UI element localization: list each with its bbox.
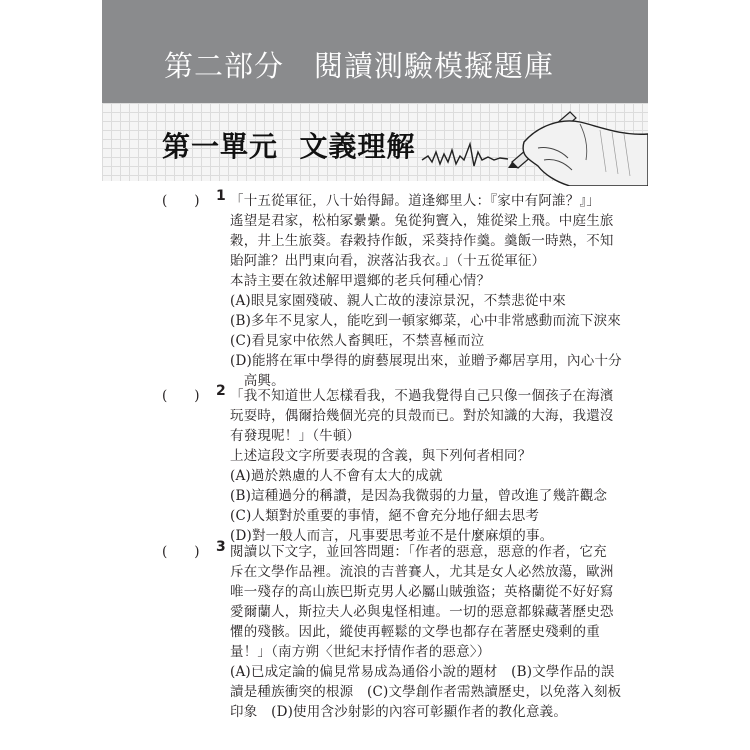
question-number: 3: [216, 539, 226, 555]
answer-blank: ( ): [162, 193, 200, 209]
question-prompt: 本詩主要在敘述解甲還鄉的老兵何種心情？: [230, 273, 491, 289]
question-text-line: 遙望是君家，松柏冢纍纍。兔從狗竇入，雉從梁上飛。中庭生旅: [230, 213, 614, 229]
question-text-line: 量！」（南方朔〈世紀末抒情作者的惡意〉）: [230, 644, 491, 660]
answer-blank: ( ): [162, 544, 200, 560]
option-d: (D)能將在軍中學得的廚藝展現出來，並贈予鄰居享用，內心十分: [230, 353, 622, 369]
option-d: (D)對一般人而言，凡事要思考並不是什麼麻煩的事。: [230, 528, 554, 544]
question-text-line: 有發現呢！」（牛頓）: [230, 428, 361, 444]
option-c: (C)看見家中依然人畜興旺，不禁喜極而泣: [230, 333, 485, 349]
part-banner: [102, 0, 648, 103]
question-text-line: 穀，井上生旅葵。舂穀持作飯，采葵持作羹。羹飯一時熟，不知: [230, 233, 614, 249]
option-c: (C)人類對於重要的事情，絕不會充分地仔細去思考: [230, 508, 540, 524]
question-number: 1: [216, 188, 226, 204]
options-line: 讀是種族衝突的根源 (C)文學創作者需熟讀歷史，以免落入刻板: [230, 684, 622, 700]
option-d-continued: 高興。: [230, 373, 285, 389]
option-b: (B)多年不見家人，能吃到一頓家鄉菜，心中非常感動而流下淚來: [230, 313, 621, 329]
question-text-line: 玩耍時，偶爾拾幾個光亮的貝殼而已。對於知識的大海，我還沒: [230, 408, 614, 424]
question-number: 2: [216, 383, 226, 399]
question-text-line: 斥在文學作品裡。流浪的吉普賽人，尤其是女人必然放蕩，歐洲: [230, 564, 614, 580]
writing-hand-illustration: [420, 102, 648, 186]
options-line: 印象 (D)使用含沙射影的內容可彰顯作者的教化意義。: [230, 704, 568, 720]
part-title: 第二部分 閱讀測驗模擬題庫: [164, 49, 555, 83]
question-text-line: 「十五從軍征，八十始得歸。道逢鄉里人：『家中有阿誰？』」: [230, 193, 601, 209]
question-text-line: 「我不知道世人怎樣看我，不過我覺得自己只像一個孩子在海濱: [230, 388, 614, 404]
options-line: (A)已成定論的偏見常易成為通俗小說的題材 (B)文學作品的誤: [230, 664, 615, 680]
question-text-line: 懼的殘骸。因此，縱使再輕鬆的文學也都存在著歷史殘剩的重: [230, 624, 600, 640]
question-text-line: 愛爾蘭人，斯拉夫人必與鬼怪相連。一切的惡意都躲藏著歷史恐: [230, 604, 614, 620]
question-text-line: 閱讀以下文字，並回答問題：「作者的惡意，惡意的作者，它充: [230, 544, 607, 560]
question-prompt: 上述這段文字所要表現的含義，與下列何者相同？: [230, 448, 532, 464]
option-a: (A)過於熟慮的人不會有太大的成就: [230, 468, 443, 484]
question-text-line: 唯一殘存的高山族巴斯克男人必屬山賊強盜；英格蘭從不好好寫: [230, 584, 614, 600]
option-b: (B)這種過分的稱讚，是因為我微弱的力量，曾改進了幾許觀念: [230, 488, 608, 504]
textbook-page: [102, 0, 648, 750]
option-a: (A)眼見家園殘破、親人亡故的淒涼景況，不禁悲從中來: [230, 293, 566, 309]
unit-title: 第一單元 文義理解: [162, 130, 416, 163]
question-text-line: 貽阿誰？出門東向看，淚落沾我衣。」（十五從軍征）: [230, 253, 546, 269]
answer-blank: ( ): [162, 388, 200, 404]
